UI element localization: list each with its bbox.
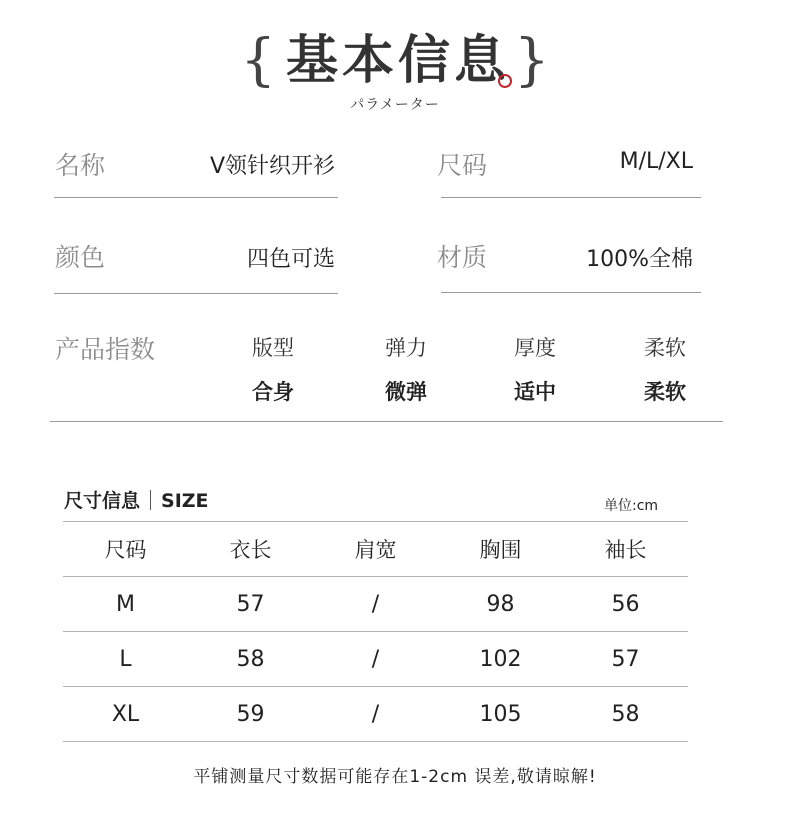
size-title-cn: 尺寸信息 — [64, 490, 141, 512]
name-label: 名称 — [55, 151, 106, 180]
index-value: 适中 — [514, 380, 556, 404]
index-name: 弹力 — [385, 336, 427, 360]
table-row — [63, 632, 688, 687]
divider — [441, 292, 701, 293]
divider — [50, 421, 723, 422]
header-cell: 袖长 — [604, 538, 647, 562]
size-value: M/L/XL — [619, 149, 693, 174]
color-label: 颜色 — [55, 243, 106, 272]
left-brace: { — [240, 28, 276, 93]
table-cell: 57 — [236, 591, 265, 617]
unit-label: 单位:cm — [604, 498, 659, 514]
header-cell: 尺码 — [104, 538, 147, 562]
index-name: 版型 — [252, 336, 294, 360]
size-section-title — [64, 486, 209, 513]
divider — [54, 197, 338, 198]
page-title-text: 基本信息 — [285, 30, 510, 91]
page-title — [286, 28, 510, 94]
divider — [441, 197, 701, 198]
page-header — [0, 28, 790, 94]
divider — [54, 293, 338, 294]
table-cell: L — [119, 646, 132, 672]
table-cell: 56 — [611, 591, 640, 617]
name-value: V领针织开衫 — [209, 154, 335, 179]
table-cell: / — [371, 591, 380, 617]
index-name: 柔软 — [644, 336, 686, 360]
header-cell: 衣长 — [229, 538, 272, 562]
table-row — [63, 687, 688, 742]
size-label: 尺码 — [437, 151, 488, 180]
table-cell: 102 — [479, 646, 522, 672]
header-cell: 胸围 — [479, 538, 522, 562]
material-label: 材质 — [437, 243, 488, 272]
product-index-label: 产品指数 — [55, 335, 156, 364]
index-value: 微弹 — [385, 380, 427, 404]
index-name: 厚度 — [514, 336, 556, 360]
material-value: 100%全棉 — [586, 247, 693, 272]
page-subtitle: パラメーター — [350, 97, 440, 113]
table-cell: 58 — [236, 646, 265, 672]
table-cell: 98 — [486, 591, 515, 617]
index-value: 柔软 — [644, 380, 686, 404]
table-row — [63, 577, 688, 632]
table-cell: / — [371, 701, 380, 727]
index-value: 合身 — [252, 380, 294, 404]
size-table — [63, 521, 688, 742]
table-header-row — [63, 521, 688, 577]
footer-note: 平铺测量尺寸数据可能存在1-2cm 误差,敬请晾解! — [193, 767, 597, 787]
table-cell: 105 — [479, 701, 522, 727]
color-value: 四色可选 — [246, 247, 335, 272]
red-circle-decoration — [498, 74, 512, 88]
table-cell: XL — [111, 701, 140, 727]
table-cell: M — [116, 591, 135, 617]
title-separator — [150, 490, 151, 510]
table-cell: 59 — [236, 701, 265, 727]
table-cell: / — [371, 646, 380, 672]
header-cell: 肩宽 — [354, 538, 397, 562]
table-cell: 57 — [611, 646, 640, 672]
size-title-en: SIZE — [161, 490, 209, 512]
right-brace: } — [514, 28, 550, 93]
table-cell: 58 — [611, 701, 640, 727]
